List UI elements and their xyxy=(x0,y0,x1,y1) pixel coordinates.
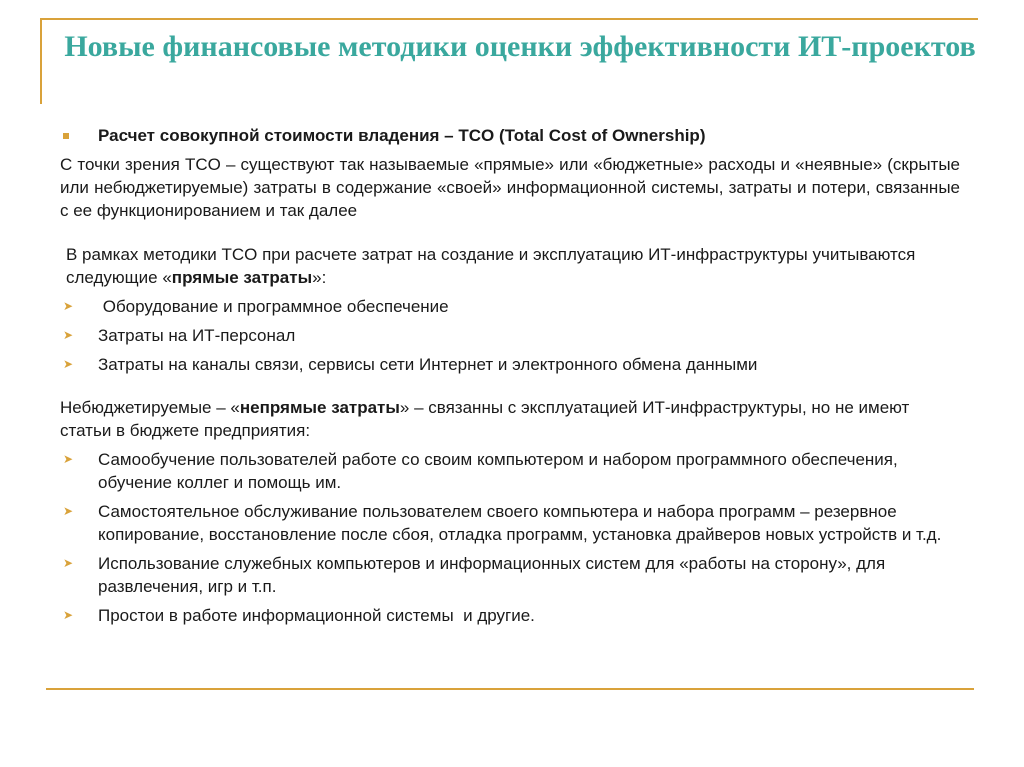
arrow-bullet-icon: ➤ xyxy=(63,504,74,518)
slide-content xyxy=(60,124,960,627)
arrow-bullet-icon: ➤ xyxy=(63,328,74,342)
arrow-bullet-icon: ➤ xyxy=(63,299,74,313)
section-heading: Расчет совокупной стоимости владения – TCO (Total Cost of Ownership) xyxy=(98,126,706,145)
indirect-cost-item: ➤ Использование служебных компьютеров и информационных систем для «работы на сторону», для развлечения, игр и т.п. xyxy=(63,554,886,596)
tco-paragraph: С точки зрения TCO – существуют так называемые «прямые» или «бюджетные» расходы и «неявные» (скрытые или небюджетируемые) затраты в содержание «своей» информационной системы, затраты и потери, связанные с ее функционированием и так далее xyxy=(60,155,960,220)
square-bullet-icon xyxy=(63,133,69,139)
direct-cost-item: ➤ Затраты на каналы связи, сервисы сети Интернет и электронного обмена данными xyxy=(63,355,758,374)
heading-row xyxy=(60,124,960,147)
frame-left-line xyxy=(40,18,42,104)
direct-costs-intro: В рамках методики TCO при расчете затрат на создание и эксплуатацию ИТ-инфраструктуры учитываются следующие «прямые затраты»: xyxy=(66,245,916,287)
arrow-bullet-icon: ➤ xyxy=(63,608,74,622)
frame-bottom-line xyxy=(46,688,974,690)
indirect-cost-item: ➤ Самостоятельное обслуживание пользователем своего компьютера и набора программ – резервное копирование, восстановление после сбоя, отладка программ, установка драйверов новых устройств и т.д. xyxy=(63,502,942,544)
direct-cost-item: ➤ Оборудование и программное обеспечение xyxy=(63,297,449,316)
arrow-bullet-icon: ➤ xyxy=(63,556,74,570)
direct-costs-term: прямые затраты xyxy=(171,268,313,287)
slide-title: Новые финансовые методики оценки эффективности ИТ-проектов xyxy=(64,30,976,63)
arrow-bullet-icon: ➤ xyxy=(63,452,74,466)
arrow-bullet-icon: ➤ xyxy=(63,357,74,371)
indirect-cost-item: ➤ Самообучение пользователей работе со своим компьютером и набором программного обеспечения, обучение коллег и помощь им. xyxy=(63,450,898,492)
indirect-costs-intro: Небюджетируемые – «непрямые затраты» – связанны с эксплуатацией ИТ-инфраструктуры, но не имеют статьи в бюджете предприятия: xyxy=(60,398,910,440)
frame-top-line xyxy=(40,18,978,20)
indirect-cost-item: ➤ Простои в работе информационной системы и другие. xyxy=(63,606,535,625)
direct-cost-item: ➤ Затраты на ИТ-персонал xyxy=(63,326,296,345)
indirect-costs-term: непрямые затраты xyxy=(239,398,400,417)
